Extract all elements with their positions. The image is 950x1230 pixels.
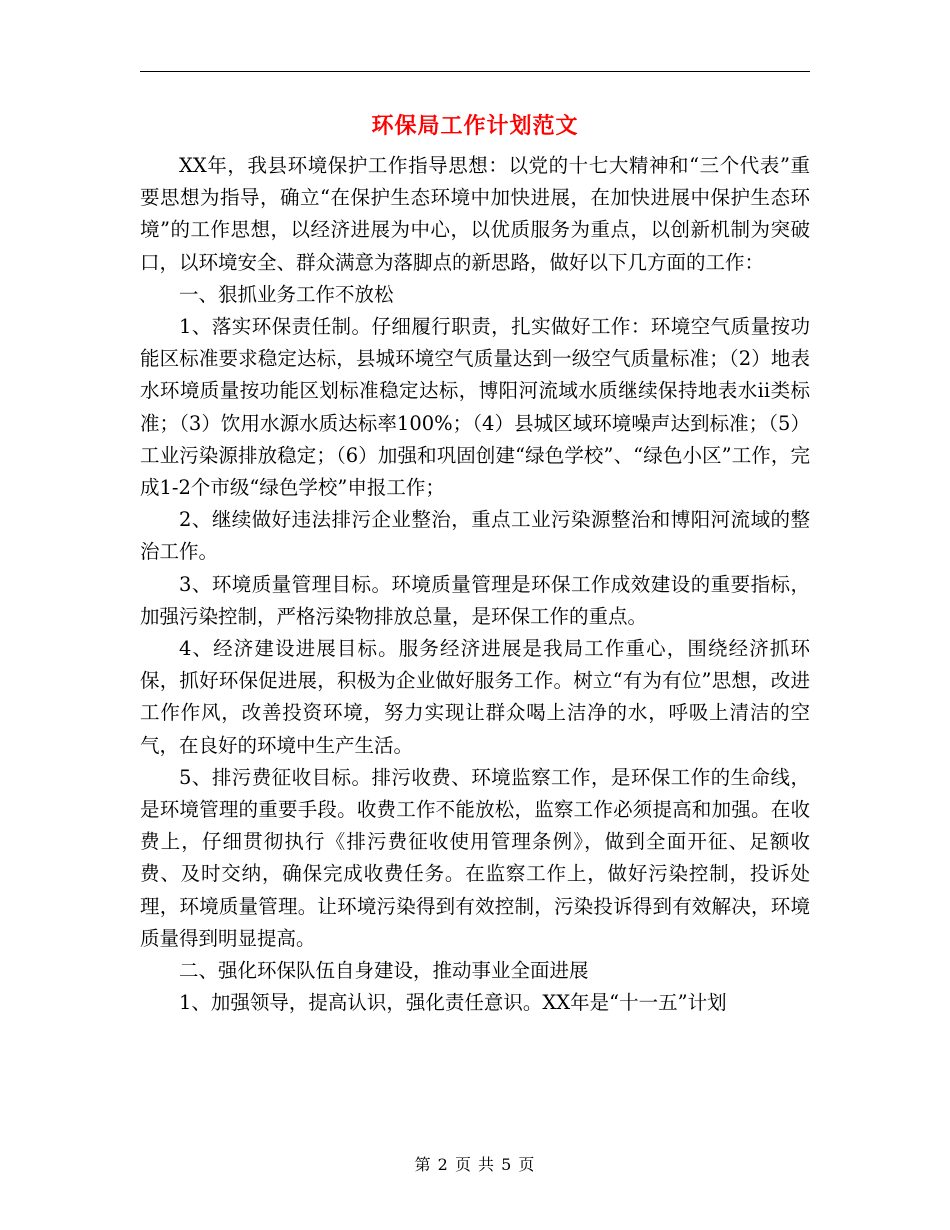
paragraph: 1、加强领导，提高认识，强化责任意识。XX年是“十一五”计划 xyxy=(179,991,727,1015)
paragraph: 4、经济建设进展目标。服务经济进展是我局工作重心，围绕经济抓环保，抓好环保促进展，积极为企业做好服务工作。树立“有为有位”思想，改进工作作风，改善投资环境，努力实现让群众喝上洁净的水，呼吸上清洁的空气，在良好的环境中生产生活。 xyxy=(140,637,810,757)
paragraph: XX年，我县环境保护工作指导思想：以党的十七大精神和“三个代表”重要思想为指导，确立“在保护生态环境中加快进展，在加快进展中保护生态环境”的工作思想，以经济进展为中心，以优质服务为重点，以创新机制为突破口，以环境安全、群众满意为落脚点的新思路，做好以下几方面的工作： xyxy=(140,154,810,274)
paragraph: 1、落实环保责任制。仔细履行职责，扎实做好工作：环境空气质量按功能区标准要求稳定达标，县城环境空气质量达到一级空气质量标准；（2）地表水环境质量按功能区划标准稳定达标，博阳河流域水质继续保持地表水ii类标准；（3）饮用水源水质达标率100%；（4）县城区域环境噪声达到标准；（5）工业污染源排放稳定；（6）加强和巩固创建“绿色学校”、“绿色小区”工作，完成1-2个市级“绿色学校”申报工作； xyxy=(140,315,810,500)
page-number-footer: 第 2 页 共 5 页 xyxy=(414,1155,536,1174)
section-heading: 一、狠抓业务工作不放松 xyxy=(179,282,394,306)
document-body xyxy=(140,150,810,1019)
header-rule xyxy=(140,71,810,72)
paragraph: 2、继续做好违法排污企业整治，重点工业污染源整治和博阳河流域的整治工作。 xyxy=(140,508,810,564)
paragraph: 3、环境质量管理目标。环境质量管理是环保工作成效建设的重要指标，加强污染控制，严格污染物排放总量，是环保工作的重点。 xyxy=(140,572,810,628)
section-heading: 二、强化环保队伍自身建设，推动事业全面进展 xyxy=(179,959,589,983)
paragraph: 5、排污费征收目标。排污收费、环境监察工作，是环保工作的生命线，是环境管理的重要手段。收费工作不能放松，监察工作必须提高和加强。在收费上，仔细贯彻执行《排污费征收使用管理条例》，做到全面开征、足额收费、及时交纳，确保完成收费任务。在监察工作上，做好污染控制，投诉处理，环境质量管理。让环境污染得到有效控制，污染投诉得到有效解决，环境质量得到明显提高。 xyxy=(140,765,810,950)
document-title: 环保局工作计划范文 xyxy=(371,113,579,139)
